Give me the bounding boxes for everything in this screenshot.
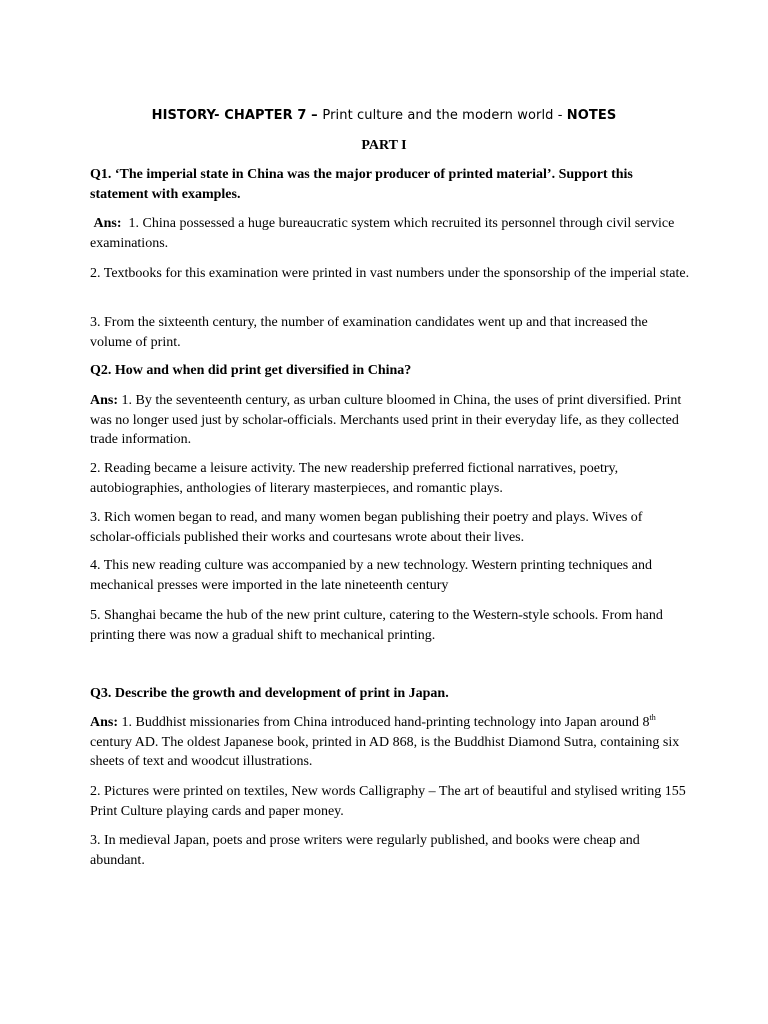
title-topic: Print culture and the modern world [322, 108, 554, 123]
title-suffix: NOTES [566, 108, 617, 123]
answer-3-point-3: 3. In medieval Japan, poets and prose writers were regularly published, and books were cheap and abundant. [90, 833, 640, 868]
title-prefix: HISTORY- CHAPTER 7 – [151, 108, 323, 123]
question-3: Q3. Describe the growth and development of print in Japan. [90, 686, 449, 701]
part-heading: PART I [361, 138, 407, 153]
answer-2-point-5: 5. Shanghai became the hub of the new print culture, catering to the Western-style schools. From hand printing there was now a gradual shift to mechanical printing. [90, 608, 663, 643]
answer-text-continued: century AD. The oldest Japanese book, printed in AD 868, is the Buddhist Diamond Sutra, containing six sheets of text and woodcut illustrations. [90, 734, 680, 769]
question-2: Q2. How and when did print get diversified in China? [90, 363, 412, 378]
ordinal-suffix: th [649, 713, 656, 722]
answer-1-point-2: 2. Textbooks for this examination were printed in vast numbers under the sponsorship of the imperial state. [90, 266, 690, 281]
answer-text: 1. China possessed a huge bureaucratic system which recruited its personnel through civil service examinations. [90, 216, 675, 251]
answer-label: Ans: [90, 715, 119, 730]
answer-2-point-4: 4. This new reading culture was accompanied by a new technology. Western printing techniques and mechanical presses were imported in the late nineteenth century [90, 558, 652, 593]
answer-3-point-2: 2. Pictures were printed on textiles, New words Calligraphy – The art of beautiful and stylised writing 155 Print Culture playing cards and paper money. [90, 784, 686, 819]
answer-3-point-1 [90, 713, 690, 772]
answer-text: 1. By the seventeenth century, as urban culture bloomed in China, the uses of print diversified. Print was no longer used just by scholar-officials. Merchants used print in their everyday life, as they collected trade information. [90, 393, 682, 447]
answer-1-point-1 [90, 214, 690, 253]
title-separator: - [553, 108, 567, 123]
page-title [0, 106, 768, 125]
answer-label: Ans: [93, 216, 122, 231]
answer-1-point-3: 3. From the sixteenth century, the number of examination candidates went up and that increased the volume of print. [90, 315, 648, 350]
answer-2-point-2: 2. Reading became a leisure activity. The new readership preferred fictional narratives, poetry, autobiographies, anthologies of literary masterpieces, and romantic plays. [90, 461, 619, 496]
answer-2-point-1 [90, 391, 690, 450]
answer-label: Ans: [90, 393, 119, 408]
question-1: Q1. ‘The imperial state in China was the major producer of printed material’. Support this statement with examples. [90, 167, 633, 202]
answer-2-point-3: 3. Rich women began to read, and many women began publishing their poetry and plays. Wives of scholar-officials published their works and courtesans wrote about their lives. [90, 510, 643, 545]
answer-text: 1. Buddhist missionaries from China introduced hand-printing technology into Japan around 8 [121, 715, 650, 730]
